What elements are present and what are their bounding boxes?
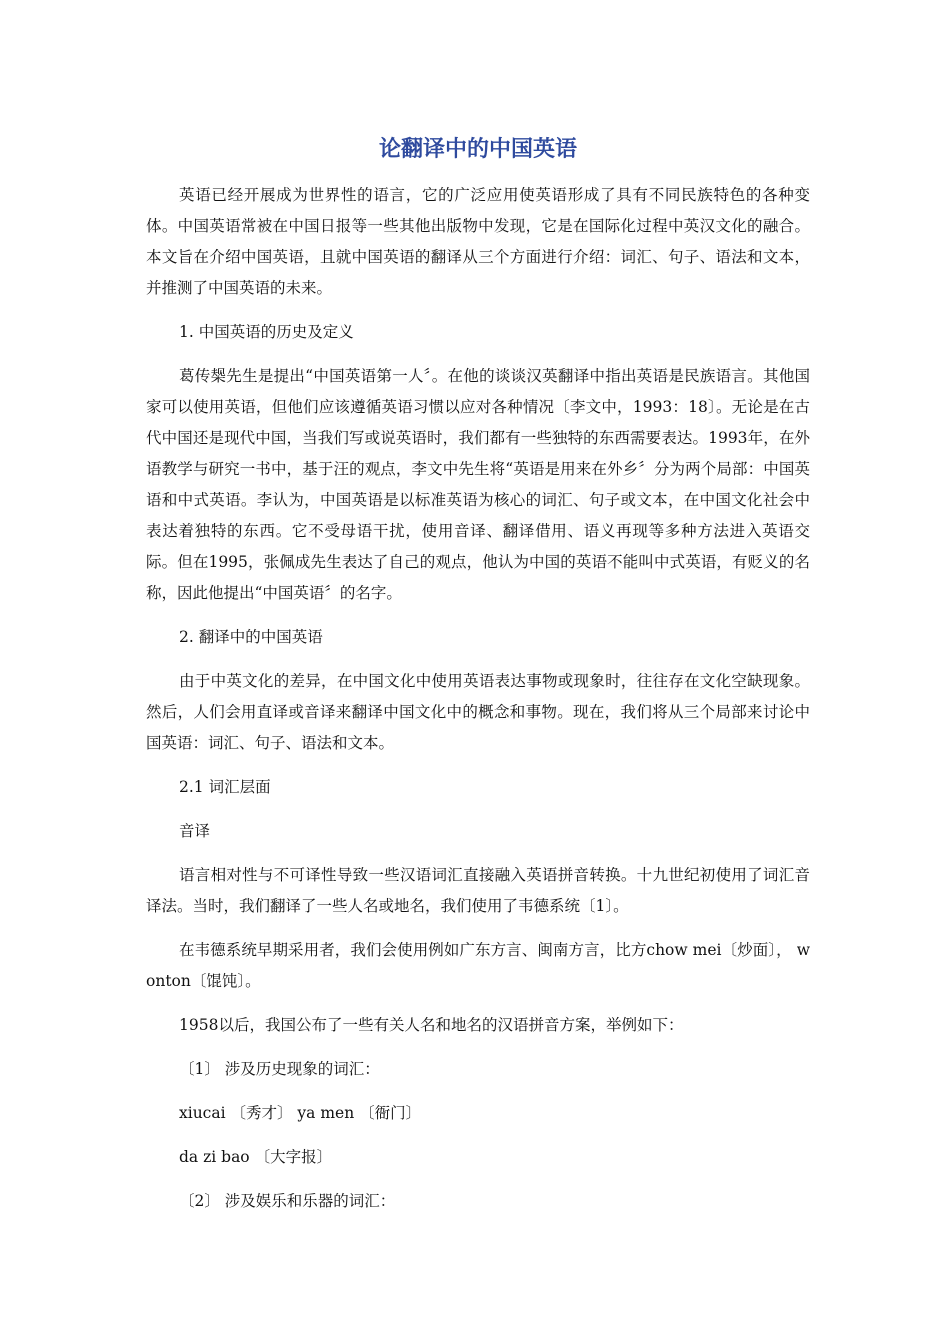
example-line-2: da zi bao 〔大字报〕 — [179, 1148, 333, 1166]
transliteration-paragraph: 语言相对性与不可译性导致一些汉语词汇直接融入英语拼音转换。十九世纪初使用了词汇音译法。当时，我们翻译了一些人名或地名，我们使用了韦德系统〔1〕。 — [146, 866, 810, 915]
translation-paragraph: 由于中英文化的差异，在中国文化中使用英语表达事物或现象时，往往存在文化空缺现象。然后，人们会用直译或音译来翻译中国文化中的概念和事物。现在，我们将从三个局部来讨论中国英语：词汇、句子、语法和文本。 — [146, 672, 810, 752]
document-body — [146, 180, 810, 1217]
section-heading-2: 2. 翻译中的中国英语 — [179, 628, 323, 646]
document-title: 论翻译中的中国英语 — [378, 137, 577, 162]
section-heading-1: 1. 中国英语的历史及定义 — [179, 323, 354, 341]
pinyin-paragraph: 1958以后，我国公布了一些有关人名和地名的汉语拼音方案，举例如下： — [179, 1016, 684, 1034]
subsection-heading-2-1: 2.1 词汇层面 — [179, 778, 271, 796]
transliteration-heading: 音译 — [179, 822, 211, 840]
history-paragraph: 葛传椝先生是提出“中国英语第一人〞。在他的谈谈汉英翻译中指出英语是民族语言。其他国家可以使用英语，但他们应该遵循英语习惯以应对各种情况〔李文中，1993：18〕。无论是在古代中国还是现代中国，当我们写或说英语时，我们都有一些独特的东西需要表达。1993年，在外语教学与研究一书中，基于汪的观点，李文中先生将“英语是用来在外乡〞分为两个局部：中国英语和中式英语。李认为，中国英语是以标准英语为核心的词汇、句子或文本，在中国文化社会中表达着独特的东西。它不受母语干扰，使用音译、翻译借用、语义再现等多种方法进入英语交际。但在1995，张佩成先生表达了自己的观点，他认为中国的英语不能叫中式英语，有贬义的名称，因此他提出“中国英语〞的名字。 — [146, 367, 810, 602]
abstract-paragraph: 英语已经开展成为世界性的语言，它的广泛应用使英语形成了具有不同民族特色的各种变体。中国英语常被在中国日报等一些其他出版物中发现，它是在国际化过程中英汉文化的融合。本文旨在介绍中国英语，且就中国英语的翻译从三个方面进行介绍：词汇、句子、语法和文本，并推测了中国英语的未来。 — [146, 186, 810, 297]
wade-system-paragraph: 在韦德系统早期采用者，我们会使用例如广东方言、闽南方言，比方chow mei〔炒面〕， wonton〔馄饨〕。 — [146, 941, 810, 990]
example-line-1: xiucai 〔秀才〕 ya men 〔衙门〕 — [179, 1104, 422, 1122]
list-item-entertainment: 〔2〕 涉及娱乐和乐器的词汇： — [179, 1192, 396, 1210]
list-item-history: 〔1〕 涉及历史现象的词汇： — [179, 1060, 380, 1078]
